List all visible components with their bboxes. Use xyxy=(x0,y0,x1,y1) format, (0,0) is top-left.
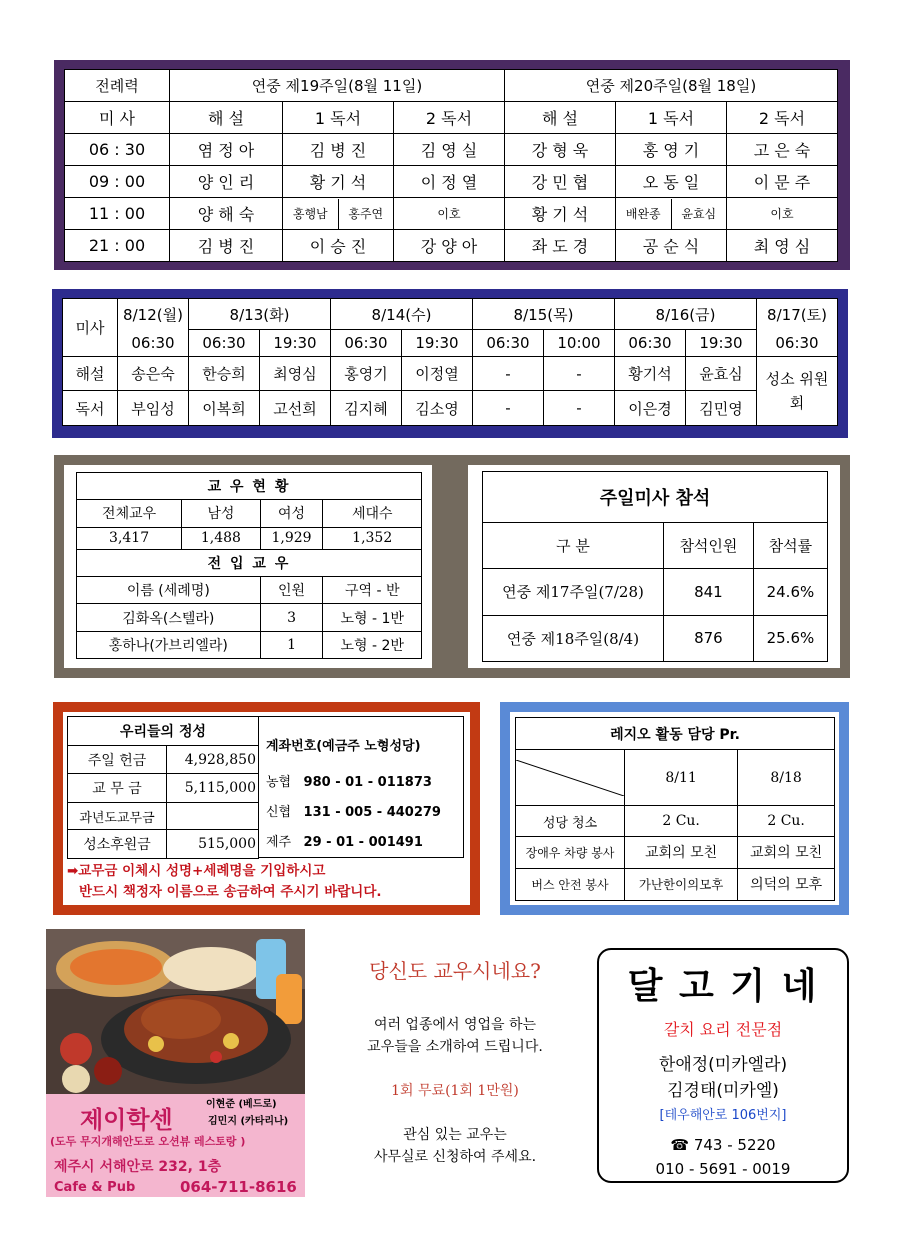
mass-time: 19:30 xyxy=(686,330,757,357)
cell: 김지혜 xyxy=(331,391,402,426)
bank-name: 신협 xyxy=(266,805,292,820)
offering-title: 우리들의 정성 xyxy=(68,717,259,746)
transfer-notice xyxy=(67,861,382,903)
cell-split xyxy=(283,198,394,230)
mass-time: 06:30 xyxy=(757,330,838,357)
mass-time: 06:30 xyxy=(331,330,402,357)
account-item xyxy=(266,768,463,798)
legio-card xyxy=(510,712,839,905)
cell: 고 은 숙 xyxy=(727,134,838,166)
phone-icon: ☎ xyxy=(670,1136,690,1154)
attendance-rate: 24.6% xyxy=(753,569,827,615)
owner-name: 이현준 (베드로) xyxy=(206,1099,277,1110)
header-sunday-19: 연중 제19주일(8월 11일) xyxy=(170,70,505,102)
notice-line: ➡교무금 이체시 성명+세례명을 기입하시고 xyxy=(67,863,326,879)
date-header: 8/18 xyxy=(738,750,835,806)
shop-phone: 743 - 5220 xyxy=(693,1136,776,1154)
restaurant-type: Cafe & Pub xyxy=(54,1180,136,1195)
saturday-vocation-committee: 성소 위원회 xyxy=(757,356,838,425)
account-item xyxy=(266,828,463,858)
cell: - xyxy=(544,356,615,391)
col-commentary-19: 해 설 xyxy=(170,102,283,134)
table-row xyxy=(516,836,835,868)
duty-label: 버스 안전 봉사 xyxy=(516,868,625,900)
newcomer-name: 홍하나(가브리엘라) xyxy=(77,631,261,658)
cell: 김 병 진 xyxy=(170,230,283,262)
cell: 이 승 진 xyxy=(283,230,394,262)
statistics-panel xyxy=(54,455,850,678)
mass-time: 06:30 xyxy=(473,330,544,357)
notice-line: 반드시 책정자 이름으로 송금하여 주시기 바랍니다. xyxy=(79,884,382,900)
promo-price: 1회 무료(1회 1만원) xyxy=(391,1083,519,1099)
cell: 염 정 아 xyxy=(170,134,283,166)
cell: 이 정 열 xyxy=(394,166,505,198)
account-number: 29 - 01 - 001491 xyxy=(303,835,423,850)
legio-title: 레지오 활동 담당 Pr. xyxy=(516,718,835,750)
col-total: 전체교우 xyxy=(77,500,182,527)
sunday-liturgy-panel xyxy=(54,60,850,270)
attendance-count: 876 xyxy=(664,615,754,661)
shop-name: 달 고 기 네 xyxy=(627,966,819,1007)
table-row xyxy=(516,806,835,837)
duty-cell: 2 Cu. xyxy=(738,806,835,837)
col-mass: 미 사 xyxy=(65,102,170,134)
cell: 공 순 식 xyxy=(616,230,727,262)
mass-time: 06 : 30 xyxy=(65,134,170,166)
cell: 홍주연 xyxy=(348,207,384,221)
duty-cell: 2 Cu. xyxy=(625,806,738,837)
col-reading1-19: 1 독서 xyxy=(283,102,394,134)
col-male: 남성 xyxy=(182,500,260,527)
col-reading2-19: 2 독서 xyxy=(394,102,505,134)
cell: - xyxy=(473,356,544,391)
legio-panel xyxy=(500,702,849,915)
cell: 양 인 리 xyxy=(170,166,283,198)
table-row xyxy=(65,230,838,262)
col-households: 세대수 xyxy=(323,500,422,527)
cell: 강 민 협 xyxy=(505,166,616,198)
cell: 배완종 xyxy=(616,199,672,229)
day-header: 8/13(화) xyxy=(189,299,331,330)
table-row xyxy=(483,615,828,661)
col-reading1-20: 1 독서 xyxy=(616,102,727,134)
owner-name: 김경태(미카엘) xyxy=(667,1081,779,1101)
table-row xyxy=(63,356,838,391)
attendance-count: 841 xyxy=(664,569,754,615)
attendance-card xyxy=(468,465,840,668)
promo-line: 교우들을 소개하여 드립니다. xyxy=(367,1039,543,1055)
cell: 윤효심 xyxy=(686,356,757,391)
attendance-rate: 25.6% xyxy=(753,615,827,661)
table-row xyxy=(65,198,838,230)
mass-time: 06:30 xyxy=(615,330,686,357)
owner-name: 김민지 (카타리나) xyxy=(208,1116,289,1127)
parish-status-table xyxy=(76,472,422,659)
duty-label: 장애우 차량 봉사 xyxy=(516,836,625,868)
table-row xyxy=(77,631,422,658)
newcomer-area: 노형 - 2반 xyxy=(323,631,422,658)
diagonal-cell xyxy=(516,750,625,806)
promo-line: 관심 있는 교우는 xyxy=(403,1127,507,1143)
cell: 강 양 아 xyxy=(394,230,505,262)
cell: - xyxy=(544,391,615,426)
duty-cell: 교회의 모친 xyxy=(738,836,835,868)
table-row xyxy=(65,166,838,198)
restaurant-name: 제이학센 xyxy=(80,1106,173,1134)
cell: 부임성 xyxy=(118,391,189,426)
offering-label: 교 무 금 xyxy=(68,774,167,803)
account-number: 131 - 005 - 440279 xyxy=(303,805,441,820)
cell: 좌 도 경 xyxy=(505,230,616,262)
table-row xyxy=(68,803,259,830)
offering-label: 성소후원금 xyxy=(68,830,167,859)
col-commentary-20: 해 설 xyxy=(505,102,616,134)
newcomers-title: 전 입 교 우 xyxy=(77,549,422,576)
sunday-liturgy-table xyxy=(64,69,838,262)
legio-table xyxy=(515,717,835,901)
male-count: 1,488 xyxy=(182,527,260,549)
col-area: 구역 - 반 xyxy=(323,577,422,604)
col-count: 인원 xyxy=(260,577,323,604)
attendance-table xyxy=(482,471,828,662)
cell: 한승희 xyxy=(189,356,260,391)
parish-status-title: 교 우 현 황 xyxy=(77,473,422,500)
cell: 김민영 xyxy=(686,391,757,426)
newcomer-count: 1 xyxy=(260,631,323,658)
promo-line: 사무실로 신청하여 주세요. xyxy=(373,1149,537,1165)
table-row xyxy=(516,868,835,900)
duty-cell: 의덕의 모후 xyxy=(738,868,835,900)
restaurant-phone: 064-711-8616 xyxy=(180,1178,297,1196)
mass-time: 11 : 00 xyxy=(65,198,170,230)
cell: 최영심 xyxy=(260,356,331,391)
table-row xyxy=(68,830,259,859)
restaurant-info-panel xyxy=(46,1094,305,1197)
account-box xyxy=(258,716,464,858)
day-header: 8/16(금) xyxy=(615,299,757,330)
female-count: 1,929 xyxy=(260,527,323,549)
account-title: 계좌번호(예금주 노형성당) xyxy=(266,739,421,754)
date-header: 8/11 xyxy=(625,750,738,806)
table-row xyxy=(63,391,838,426)
col-name: 이름 (세례명) xyxy=(77,577,261,604)
diagonal-line xyxy=(516,760,624,796)
table-row xyxy=(68,774,259,803)
cell: 홍 영 기 xyxy=(616,134,727,166)
col-attendance: 참석인원 xyxy=(664,523,754,569)
header-sunday-20: 연중 제20주일(8월 18일) xyxy=(505,70,838,102)
cell: 이은경 xyxy=(615,391,686,426)
day-header: 8/17(토) xyxy=(757,299,838,330)
promo-description xyxy=(330,1014,580,1058)
mass-time: 09 : 00 xyxy=(65,166,170,198)
cell: 강 형 욱 xyxy=(505,134,616,166)
cell: 이복희 xyxy=(189,391,260,426)
col-category: 구 분 xyxy=(483,523,664,569)
sunday-label: 연중 제17주일(7/28) xyxy=(483,569,664,615)
col-female: 여성 xyxy=(260,500,323,527)
weekday-mass-panel xyxy=(52,289,848,438)
cell: 이호 xyxy=(394,198,505,230)
label-reading: 독서 xyxy=(63,391,118,426)
bank-name: 농협 xyxy=(266,775,292,790)
bank-name: 제주 xyxy=(266,835,292,850)
account-item xyxy=(266,798,463,828)
day-header: 8/14(수) xyxy=(331,299,473,330)
newcomer-area: 노형 - 1반 xyxy=(323,604,422,631)
cell: 송은숙 xyxy=(118,356,189,391)
account-list xyxy=(266,768,463,858)
offering-card xyxy=(63,712,470,905)
table-row xyxy=(483,569,828,615)
mass-time: 21 : 00 xyxy=(65,230,170,262)
owner-name: 한애정(미카엘라) xyxy=(658,1055,788,1075)
label-mass: 미사 xyxy=(63,299,118,357)
shop-phones xyxy=(599,1133,847,1181)
label-commentary: 해설 xyxy=(63,356,118,391)
cell: 양 해 숙 xyxy=(170,198,283,230)
offering-label: 주일 헌금 xyxy=(68,745,167,774)
duty-cell: 가난한이의모후 xyxy=(625,868,738,900)
offering-label: 과년도교무금 xyxy=(68,803,167,830)
cell: 황 기 석 xyxy=(505,198,616,230)
shop-owners xyxy=(599,1052,847,1104)
weekday-mass-table xyxy=(62,298,838,426)
table-row xyxy=(65,134,838,166)
duty-label: 성당 청소 xyxy=(516,806,625,837)
cell: 윤효심 xyxy=(681,207,717,221)
mass-time: 06:30 xyxy=(189,330,260,357)
cell: 최 영 심 xyxy=(727,230,838,262)
cell: 이 문 주 xyxy=(727,166,838,198)
food-photo xyxy=(46,929,305,1094)
cell: 김 영 실 xyxy=(394,134,505,166)
restaurant-address: 제주시 서해안로 232, 1층 xyxy=(54,1159,222,1175)
header-liturgical-calendar: 전례력 xyxy=(65,70,170,102)
cell: 고선희 xyxy=(260,391,331,426)
household-count: 1,352 xyxy=(323,527,422,549)
shop-ad xyxy=(597,948,849,1183)
offering-value xyxy=(167,803,259,830)
restaurant-ad xyxy=(46,929,305,1197)
promo-title: 당신도 교우시네요? xyxy=(369,959,541,983)
table-row xyxy=(68,745,259,774)
cell: 홍영기 xyxy=(331,356,402,391)
shop-mobile: 010 - 5691 - 0019 xyxy=(655,1160,791,1178)
mass-time: 19:30 xyxy=(402,330,473,357)
cell: 오 동 일 xyxy=(616,166,727,198)
cell-split xyxy=(616,198,727,230)
cell: 황 기 석 xyxy=(283,166,394,198)
day-header: 8/12(월) xyxy=(118,299,189,330)
attendance-title: 주일미사 참석 xyxy=(483,472,828,523)
restaurant-description: (도두 무지개해안도로 오션뷰 레스토랑 ) xyxy=(50,1135,246,1148)
sunday-label: 연중 제18주일(8/4) xyxy=(483,615,664,661)
parish-status-card xyxy=(64,465,432,668)
mass-time: 19:30 xyxy=(260,330,331,357)
shop-subtitle: 갈치 요리 전문점 xyxy=(663,1020,783,1039)
offering-value: 4,928,850 xyxy=(167,745,259,774)
promo-line: 여러 업종에서 영업을 하는 xyxy=(373,1017,537,1033)
offering-value: 5,115,000 xyxy=(167,774,259,803)
col-rate: 참석률 xyxy=(753,523,827,569)
cell: 황기석 xyxy=(615,356,686,391)
cell: - xyxy=(473,391,544,426)
promo-apply xyxy=(330,1124,580,1168)
shop-address: [테우해안로 106번지] xyxy=(659,1108,787,1123)
mass-time: 06:30 xyxy=(118,330,189,357)
offering-panel xyxy=(53,702,480,915)
col-reading2-20: 2 독서 xyxy=(727,102,838,134)
total-count: 3,417 xyxy=(77,527,182,549)
newcomer-count: 3 xyxy=(260,604,323,631)
day-header: 8/15(목) xyxy=(473,299,615,330)
offering-value: 515,000 xyxy=(167,830,259,859)
account-number: 980 - 01 - 011873 xyxy=(303,775,432,790)
newcomer-name: 김화옥(스텔라) xyxy=(77,604,261,631)
offering-table xyxy=(67,716,259,859)
cell: 이정열 xyxy=(402,356,473,391)
mass-time: 10:00 xyxy=(544,330,615,357)
cell: 홍행남 xyxy=(283,199,339,229)
member-business-promo xyxy=(330,955,580,1175)
cell: 김소영 xyxy=(402,391,473,426)
table-row xyxy=(77,604,422,631)
cell: 김 병 진 xyxy=(283,134,394,166)
duty-cell: 교회의 모친 xyxy=(625,836,738,868)
cell: 이호 xyxy=(727,198,838,230)
